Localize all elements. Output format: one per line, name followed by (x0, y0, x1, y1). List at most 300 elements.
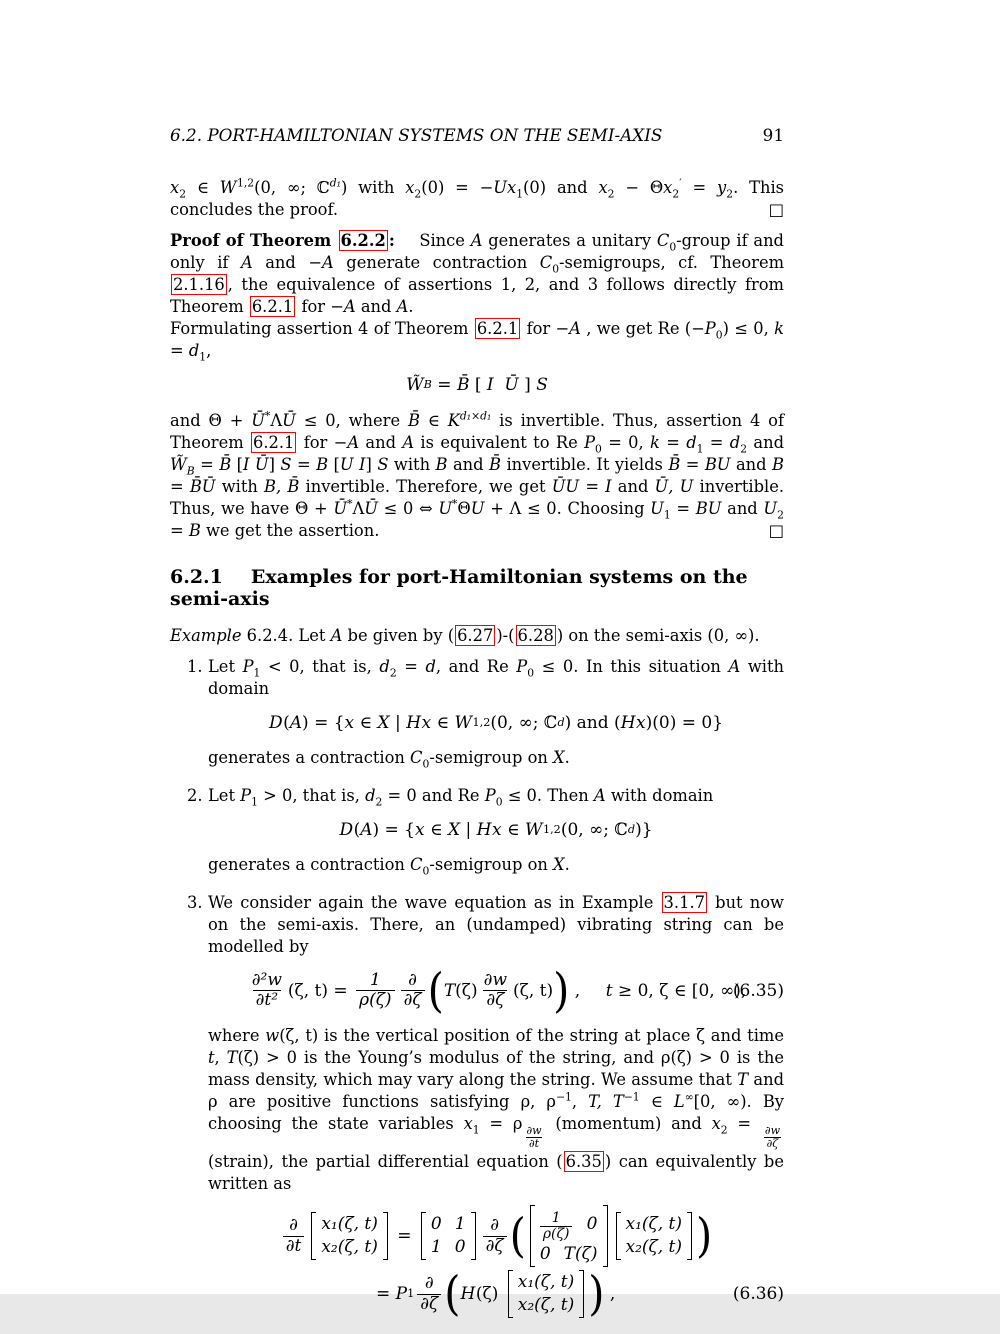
text-segment: , (569, 980, 581, 1001)
text-segment: and − (252, 253, 322, 272)
text-segment: B (316, 455, 329, 474)
text-segment: = 0, (601, 433, 651, 452)
text-segment: Ū (364, 499, 378, 518)
text-segment: ∈ (639, 1091, 674, 1111)
text-segment: t (605, 980, 613, 1001)
item-body (208, 656, 784, 769)
text-segment: (0, ∞; ℂ (490, 713, 558, 733)
reference-link[interactable]: 6.2.1 (252, 433, 295, 452)
text-segment: generates a unitary (482, 231, 657, 250)
fraction (523, 1125, 544, 1151)
fraction (481, 971, 510, 1010)
fraction-numerator: ∂w (526, 1124, 542, 1138)
text-segment: A (593, 786, 606, 805)
text-segment: x (463, 1113, 473, 1133)
text-segment: 1 (251, 795, 258, 809)
matrix (616, 1212, 693, 1260)
text-segment: = (194, 455, 220, 474)
fraction (762, 1125, 783, 1151)
text-segment: □ (768, 521, 784, 540)
text-segment: with domain (208, 657, 784, 698)
text-segment: = (659, 433, 687, 452)
text-segment: T (737, 1069, 749, 1089)
text-segment: ′ (679, 176, 682, 190)
equation-body: W̃ B = B̄ [ I Ū ] S (406, 375, 548, 395)
text-segment: ( (353, 820, 361, 840)
text-segment: = (170, 477, 190, 496)
text-segment: : (388, 231, 395, 250)
text-segment: (ζ) (455, 980, 478, 1001)
text-segment: A (470, 231, 483, 250)
text-segment: and (747, 433, 785, 452)
text-segment: C (410, 855, 423, 874)
text-segment: D (268, 713, 284, 733)
text-segment: = (396, 657, 426, 676)
equation-body (246, 963, 747, 1018)
text-segment: = (431, 375, 457, 395)
text-segment: □ (768, 200, 784, 219)
text-segment: Proof of Theorem (170, 231, 338, 250)
text-segment: = (579, 477, 606, 496)
matrix-cell: 0 (430, 1214, 442, 1235)
item-text (208, 656, 784, 700)
matrix-row (518, 1272, 575, 1293)
text-segment: ) (588, 1266, 605, 1322)
text-segment: H (406, 713, 422, 733)
item-text-tail (208, 747, 784, 769)
text-segment: U (763, 499, 778, 518)
text-segment: −1 (623, 1090, 640, 1104)
reference-link[interactable]: 6.27 (457, 626, 494, 645)
item-text-tail (208, 854, 784, 876)
text-segment: = (391, 1226, 417, 1247)
text-segment: P (240, 786, 252, 805)
text-segment: x (344, 713, 355, 733)
equation-wb (170, 374, 784, 396)
text-segment: we get the assertion. (200, 521, 380, 540)
reference-link[interactable]: 2.1.16 (173, 275, 225, 294)
text-segment: -group if and only if (170, 231, 784, 272)
matrix-cell: T(ζ) (563, 1244, 598, 1264)
paragraph-proof-continued (170, 410, 784, 542)
text-segment: = 0 and Re (382, 786, 485, 805)
text-segment: = (291, 455, 317, 474)
text-column (170, 124, 784, 1334)
text-segment: ∈ (501, 820, 525, 840)
fraction (356, 971, 394, 1010)
text-segment: (ζ, t) = (287, 980, 354, 1001)
text-segment: k (650, 433, 660, 452)
text-segment: ≥ 0, ζ ∈ [0, ∞), (612, 980, 747, 1001)
text-segment: ) and ( (564, 713, 621, 733)
text-segment: Let (208, 786, 241, 805)
text-segment: ŪU (551, 477, 580, 496)
text-segment: B̄ (668, 455, 681, 474)
matrix-bracket-right (603, 1205, 608, 1267)
text-segment: H (460, 1284, 476, 1304)
text-segment: t (208, 1047, 215, 1067)
text-segment: Let (208, 657, 243, 676)
matrix (530, 1205, 608, 1267)
fraction-numerator: ∂ (408, 970, 417, 991)
text-segment: B̄ (219, 455, 232, 474)
text-segment: W̃ (406, 375, 424, 395)
text-segment: U (650, 499, 664, 518)
fraction-denominator: ∂ζ (483, 1236, 507, 1256)
fraction-denominator: ∂t (526, 1137, 542, 1150)
text-segment: ( (444, 1266, 461, 1322)
equation-tag-636: (6.36) (732, 1284, 784, 1304)
text-segment: invertible. It yields (501, 455, 669, 474)
enumerate-item-1 (170, 656, 784, 769)
text-segment: with (388, 455, 436, 474)
reference-link[interactable]: 6.2.1 (476, 319, 519, 338)
fraction (283, 1216, 305, 1255)
text-segment: * (264, 409, 271, 423)
text-segment: (momentum) and (545, 1113, 712, 1133)
text-segment: Λ (270, 411, 283, 430)
text-segment: 2 (726, 187, 734, 201)
text-segment: (strain), the partial differential equation ( (208, 1151, 563, 1171)
text-segment (494, 374, 505, 396)
text-segment: (0) = − (421, 178, 494, 197)
matrix-row (431, 1237, 466, 1258)
text-segment: , the equivalence of assertions 1, 2, and 3 follows directly from Theorem (170, 275, 784, 316)
text-segment: U I (339, 455, 366, 474)
text-segment: B̄ (456, 375, 470, 395)
subsection-heading (170, 566, 784, 610)
text-segment: d (686, 433, 697, 452)
text-segment: T (443, 980, 456, 1001)
text-segment: d (379, 657, 390, 676)
matrix-body (535, 1205, 603, 1267)
text-segment: and Θ + (170, 411, 252, 430)
page-number: 91 (762, 125, 784, 145)
text-segment: B̄Ū (189, 477, 216, 496)
equation-635 (208, 963, 784, 1018)
text-segment: and (359, 433, 403, 452)
text-segment: )-( (496, 626, 515, 645)
text-segment: Formulating assertion 4 of Theorem (170, 319, 474, 338)
fraction-numerator: ∂w (483, 970, 507, 991)
text-segment: x (491, 820, 502, 840)
matrix-cell: 0 (586, 1214, 598, 1235)
text-segment: * (347, 497, 353, 511)
equation-domain-2 (208, 819, 784, 841)
text-segment: ] (518, 375, 537, 395)
text-segment: W (524, 820, 543, 840)
text-segment: d (425, 657, 436, 676)
text-segment: D (339, 820, 354, 840)
text-segment: 2 (179, 187, 187, 201)
enumerate-item-2 (170, 785, 784, 876)
item-text (208, 785, 784, 807)
text-segment: Ū (282, 411, 296, 430)
text-segment: U (438, 499, 453, 518)
fraction-numerator: ∂ (424, 1273, 434, 1294)
text-segment: > 0, that is, (257, 786, 366, 805)
text-segment: and (355, 297, 397, 316)
text-segment: Θ (457, 499, 471, 518)
text-segment: , and Re (435, 657, 517, 676)
text-segment: 0 (595, 442, 602, 456)
text-segment: generates a contraction (208, 748, 411, 767)
text-segment: 6.2.4. Let (241, 626, 331, 645)
text-segment: and (447, 455, 490, 474)
enumerate-item-3 (170, 892, 785, 1322)
text-segment: = ρ (479, 1113, 523, 1133)
text-segment: A (569, 319, 581, 338)
text-segment: ∈ (419, 411, 448, 430)
fraction-numerator: ∂ (490, 1215, 499, 1236)
text-segment: T, T (588, 1091, 624, 1111)
text-segment: C (539, 253, 553, 272)
text-segment: = (703, 433, 730, 452)
text-segment: 2 (414, 187, 422, 201)
text-segment: T (226, 1047, 238, 1067)
text-segment: (0, ∞; ℂ (560, 820, 628, 840)
text-segment: 1 (663, 508, 671, 522)
text-segment: = (680, 455, 705, 474)
text-segment: ) can equivalently be written as (208, 1151, 784, 1193)
equation-tag-635: (6.35) (732, 980, 784, 1001)
text-segment: (ζ) (475, 1284, 504, 1304)
fraction (401, 971, 425, 1010)
text-segment: but now on the semi-axis. There, an (undamped) vibrating string can be modelled by (208, 893, 784, 956)
reference-link[interactable]: 6.28 (517, 626, 554, 645)
equation-body: = P 1 $\frac{\partial}{\partial\zeta}$ ( H (ζ) x₁(ζ, t) x₂(ζ, t) ) , (376, 1266, 616, 1322)
text-segment: )} (635, 820, 653, 840)
text-segment: BU (704, 455, 731, 474)
text-segment: ) = { (302, 713, 345, 733)
text-segment: Ux (493, 178, 517, 197)
fraction-denominator: ∂ζ (417, 1294, 441, 1314)
text-segment: for − (296, 297, 344, 316)
reference-link[interactable]: 6.2.2 (340, 231, 386, 250)
header-section-title (170, 124, 662, 146)
text-segment: x (170, 178, 180, 197)
matrix-cell: x₂(ζ, t) (625, 1236, 683, 1257)
text-segment: x (415, 820, 425, 840)
text-segment: P (484, 786, 496, 805)
text-segment: ≤ 0, where (295, 411, 408, 430)
text-segment: with (215, 477, 265, 496)
text-segment: X (553, 748, 565, 767)
fraction (417, 1274, 441, 1313)
text-segment: < 0, that is, (260, 657, 380, 676)
reference-link[interactable]: 6.2.1 (251, 297, 294, 316)
text-segment: , (604, 1284, 616, 1304)
text-segment: , (571, 1091, 589, 1111)
fraction-denominator: ∂ζ (483, 990, 507, 1010)
text-segment: H (476, 820, 492, 840)
text-segment: Ū (333, 499, 348, 518)
text-segment: -semigroup on (429, 855, 554, 874)
text-segment: 1 (253, 666, 261, 680)
text-segment: ( (509, 1208, 526, 1264)
text-segment: ( (427, 963, 444, 1018)
text-segment: | (460, 820, 477, 840)
fraction (249, 971, 285, 1010)
matrix-cell: x₂(ζ, t) (517, 1294, 575, 1315)
subsection-title: Examples for port-Hamiltonian systems on the semi-axis (170, 566, 748, 610)
text-segment: (ζ, t) (513, 980, 554, 1001)
matrix-row (626, 1214, 683, 1235)
text-segment: = (681, 178, 718, 197)
text-segment: k (774, 319, 784, 338)
text-segment: Example (170, 626, 242, 645)
text-segment: 0 (495, 795, 503, 809)
text-segment: + Λ ≤ 0. Choosing (484, 499, 651, 518)
item-body (208, 785, 784, 876)
matrix-cell (540, 1207, 573, 1243)
text-segment: , (214, 1047, 227, 1067)
text-segment: [ (469, 375, 487, 395)
text-segment: d (729, 433, 741, 452)
equation-body: D ( A ) = { x ∈ X | H x ∈ W 1,2 (0, ∞; ℂ d ) and ( H x )(0) = 0} (268, 713, 724, 733)
text-segment: with domain (605, 786, 714, 805)
text-segment: for − (521, 319, 570, 338)
matrix-cell: x₂(ζ, t) (321, 1236, 378, 1257)
fraction-numerator: 1 (369, 970, 381, 991)
matrix-body (513, 1270, 580, 1318)
text-segment: , we get Re (− (580, 319, 705, 338)
text-segment: ) with (340, 178, 406, 197)
fraction (483, 1216, 507, 1255)
text-segment: 2 (720, 1122, 728, 1136)
text-segment: B, B̄ (264, 477, 300, 496)
text-segment: ∈ (354, 713, 378, 733)
equation-body: D ( A ) = { x ∈ X | H x ∈ W 1,2 (0, ∞; ℂ d )} (339, 820, 653, 840)
text-segment: . (564, 748, 570, 767)
text-segment: x (598, 178, 608, 197)
text-segment: * (452, 497, 458, 511)
text-segment: . (564, 855, 570, 874)
text-segment: Ū, U (654, 477, 694, 496)
text-segment: = (170, 341, 189, 360)
reference-link[interactable]: 6.35 (565, 1151, 602, 1171)
text-segment: invertible. Thus, we have Θ + (170, 477, 785, 518)
matrix-body (621, 1212, 688, 1260)
text-segment: 2 (375, 795, 383, 809)
fraction-denominator: ∂t² (253, 990, 281, 1010)
example-paragraph (170, 625, 784, 647)
fraction-denominator: ρ(ζ) (540, 1226, 573, 1243)
text-segment: P (395, 1284, 408, 1304)
text-segment: , (206, 341, 212, 360)
text-segment: ≤ 0 ⇔ (377, 499, 439, 518)
text-segment: W̃ (170, 455, 187, 474)
text-segment: d (188, 341, 200, 360)
text-segment: ∈ (424, 820, 448, 840)
text-segment: ) ≤ 0, (722, 319, 775, 338)
text-segment: A (289, 713, 303, 733)
text-segment: y (717, 178, 727, 197)
text-segment: A (330, 626, 343, 645)
header-title: PORT-HAMILTONIAN SYSTEMS ON THE SEMI-AXIS (207, 125, 663, 145)
text-segment: Ū (504, 375, 519, 395)
text-segment: S (377, 455, 389, 474)
text-segment: = (376, 1284, 396, 1304)
text-segment: I (605, 477, 612, 496)
text-segment: P (516, 657, 528, 676)
text-segment: 0 (552, 262, 560, 276)
text-segment: . This concludes the proof. (170, 178, 785, 219)
item-text (208, 1025, 784, 1195)
text-segment: x (405, 178, 415, 197)
fraction-numerator: ∂w (764, 1124, 780, 1138)
text-segment: and (611, 477, 655, 496)
text-segment: BU (695, 499, 722, 518)
text-segment: 2 (777, 508, 784, 522)
equation-body (280, 1205, 713, 1267)
text-segment: ] (268, 455, 281, 474)
item-body (208, 892, 785, 1322)
text-segment: 2 (672, 187, 680, 201)
equation-domain-1 (208, 712, 784, 734)
text-segment: x (663, 178, 673, 197)
text-segment: generates a contraction (208, 855, 411, 874)
text-segment: (0, ∞; ℂ (254, 178, 330, 197)
paragraph-proof-end (170, 177, 784, 221)
text-segment: X (553, 855, 565, 874)
text-segment: d₁ (329, 176, 341, 190)
matrix-cell: x₁(ζ, t) (517, 1272, 575, 1293)
reference-link[interactable]: 3.1.7 (663, 893, 705, 912)
item-text (208, 892, 784, 958)
matrix-row (540, 1244, 598, 1265)
text-segment: [0, ∞). By choosing the state variables (208, 1091, 784, 1133)
text-segment: ∈ (431, 713, 455, 733)
text-segment: ] (365, 455, 378, 474)
text-segment: 1 (199, 350, 207, 364)
matrix (311, 1212, 388, 1260)
text-segment: x (636, 713, 646, 733)
text-segment: is equivalent to Re (414, 433, 585, 452)
matrix-row (321, 1214, 378, 1235)
text-segment: − Θ (614, 178, 664, 197)
matrix (508, 1270, 585, 1318)
text-segment: K (447, 411, 460, 430)
text-segment: B (435, 455, 448, 474)
text-segment: 2 (389, 666, 397, 680)
text-segment: X (448, 820, 461, 840)
text-segment: A (360, 820, 373, 840)
text-segment: and (721, 499, 764, 518)
text-segment: W (219, 178, 238, 197)
text-segment: B (188, 521, 201, 540)
text-segment: P (584, 433, 596, 452)
matrix-body (426, 1212, 471, 1260)
matrix-cell: x₁(ζ, t) (625, 1214, 683, 1235)
text-segment: A (347, 433, 360, 452)
item-number: 2. (187, 786, 203, 805)
text-segment: -semigroups, cf. Theorem (559, 253, 785, 272)
text-segment: B (186, 464, 195, 478)
text-segment: U (470, 499, 485, 518)
text-segment: 0 (422, 864, 430, 878)
text-segment: W (454, 713, 473, 733)
text-segment: ∈ (186, 178, 220, 197)
text-segment: [ (231, 455, 243, 474)
text-segment: -semigroup on (429, 748, 554, 767)
fraction-numerator: ∂ (289, 1215, 298, 1236)
text-segment: −1 (556, 1090, 572, 1104)
fraction-denominator: ρ(ζ) (356, 990, 394, 1010)
text-segment: 1 (516, 187, 524, 201)
text-segment: Ū (251, 411, 265, 430)
text-segment: and (730, 455, 773, 474)
